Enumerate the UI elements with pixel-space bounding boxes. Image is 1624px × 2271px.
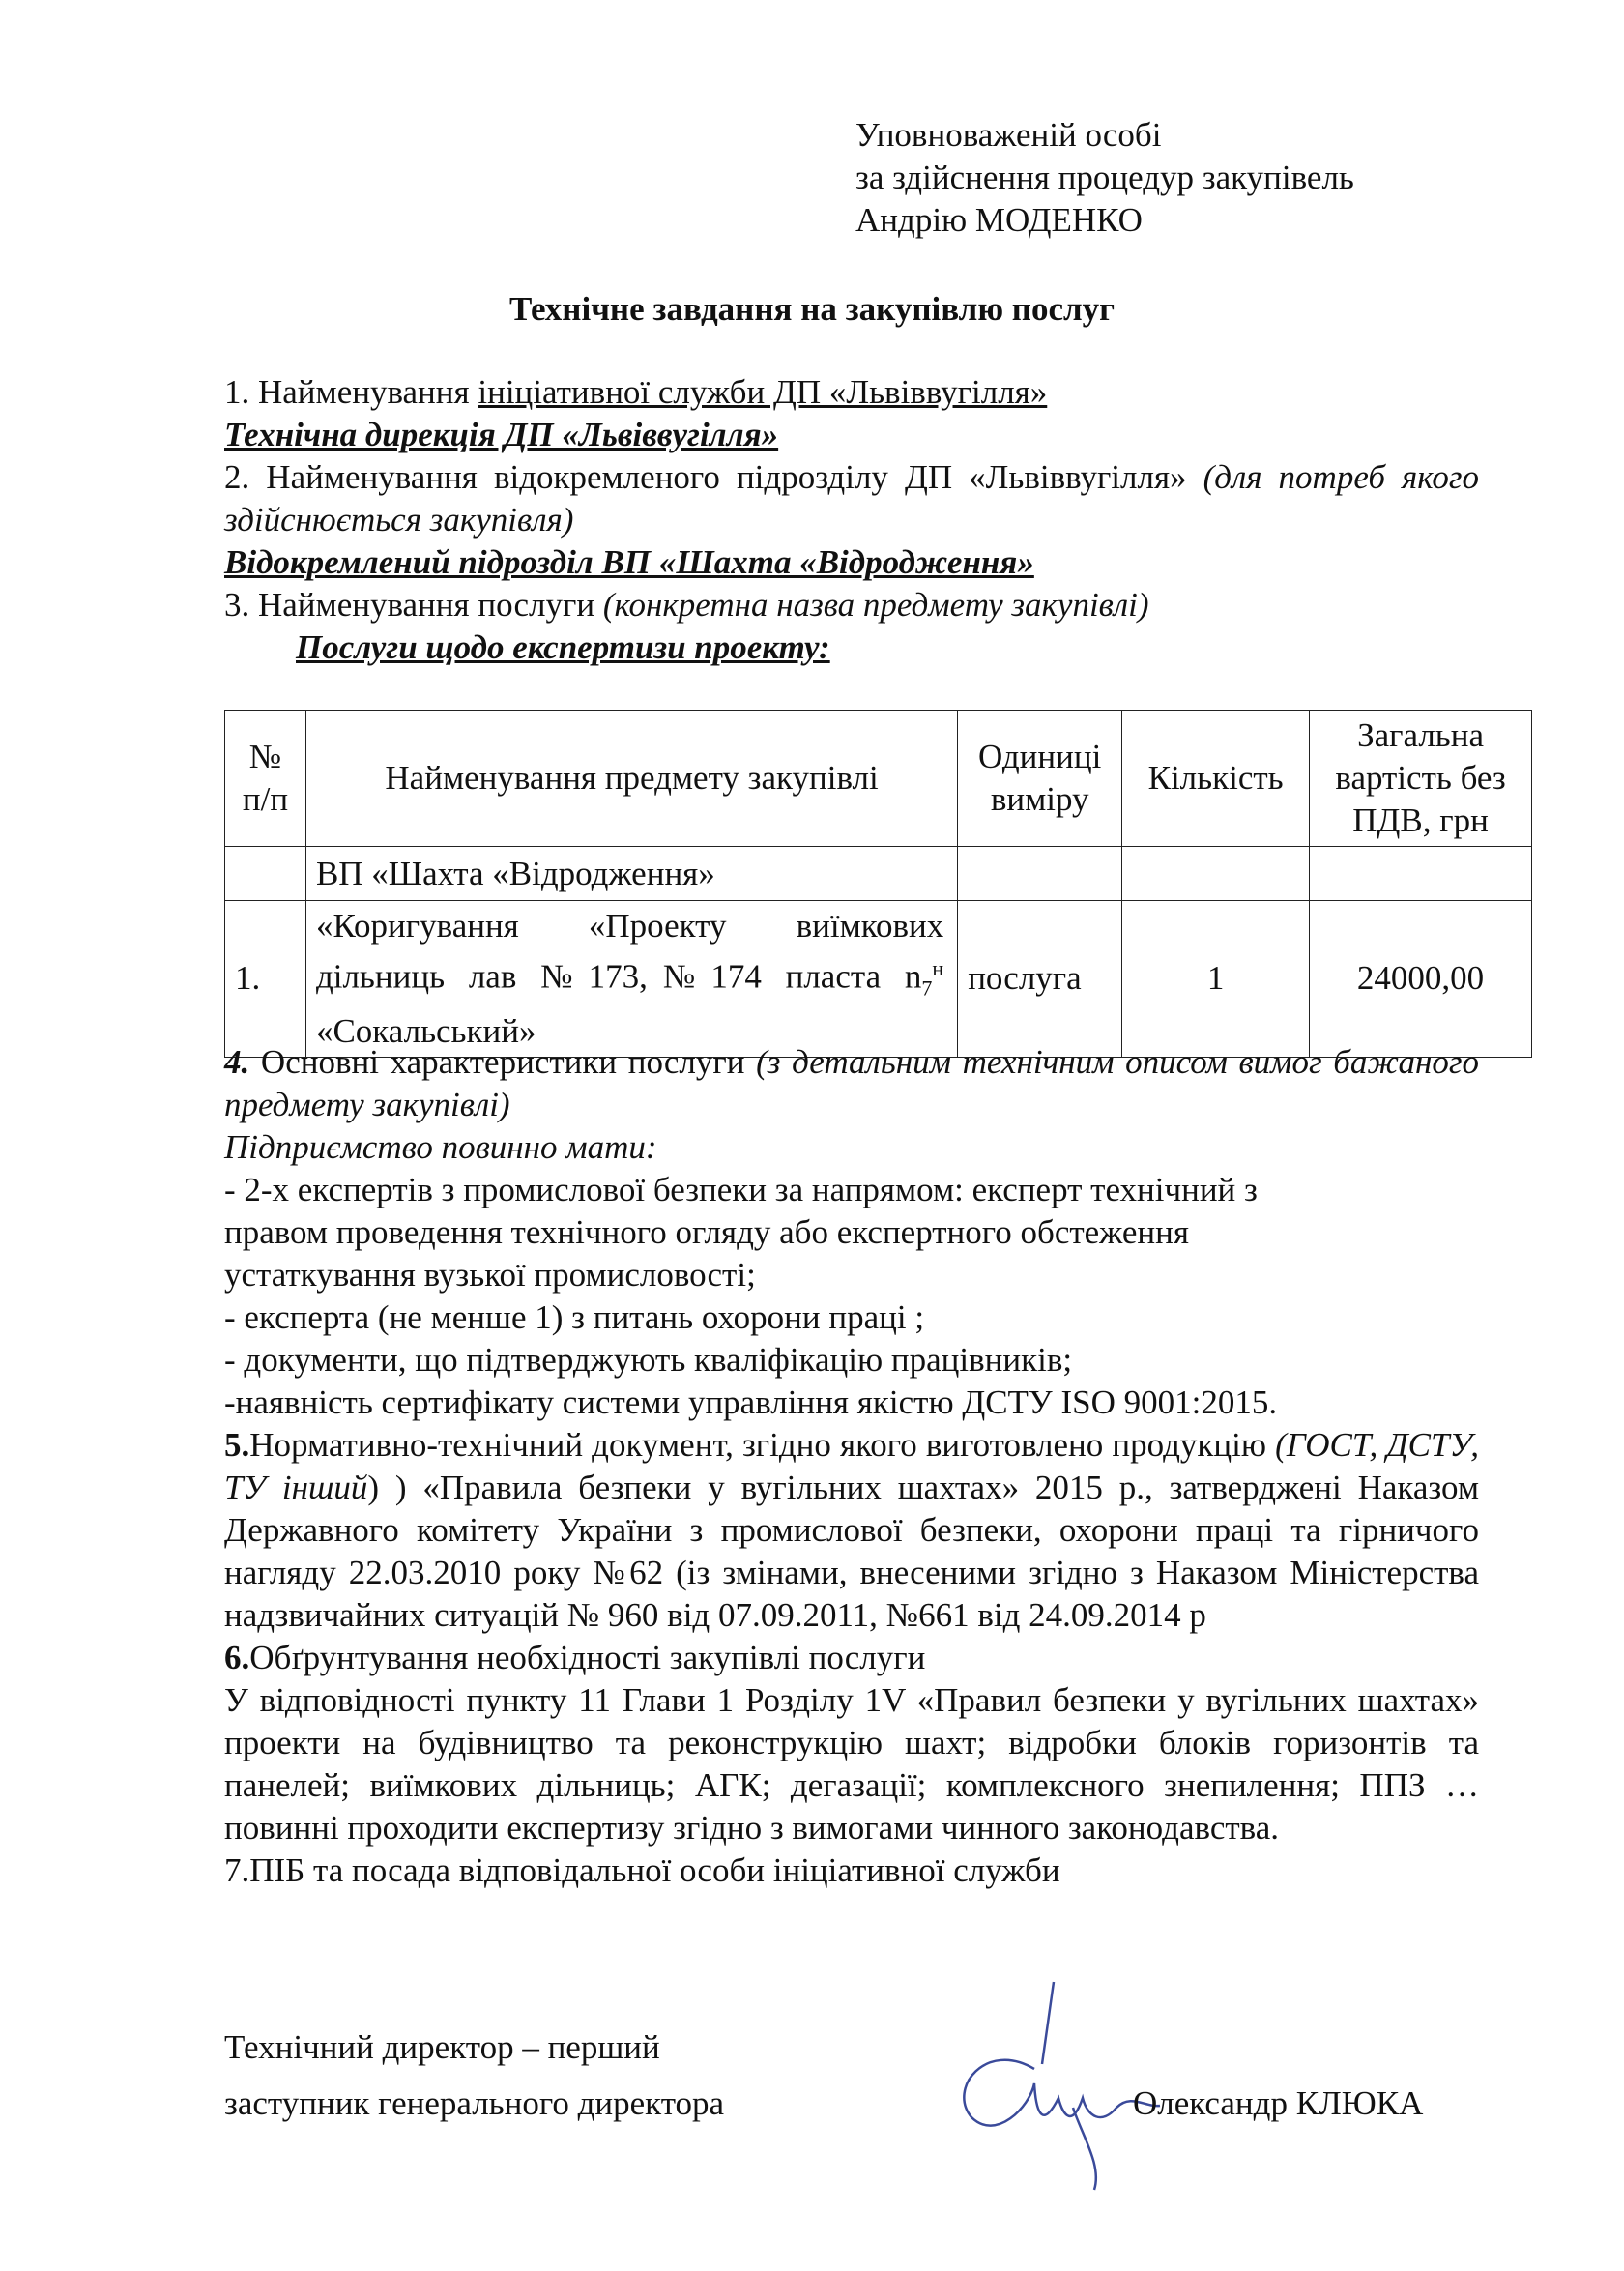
- row-number: 1.: [225, 901, 306, 1058]
- signatory-position-line-2: заступник генерального директора: [224, 2084, 725, 2122]
- addressee-line-2: за здійснення процедур закупівель: [856, 159, 1354, 196]
- section-4-item: - експерта (не менше 1) з питань охорони праці ;: [224, 1298, 925, 1336]
- section-1-prefix: 1. Найменування: [224, 373, 478, 411]
- section-4-label: Основні характеристики послуги: [249, 1043, 757, 1081]
- row-total: 24000,00: [1310, 901, 1532, 1058]
- section-4-intro: Підприємство повинно мати:: [224, 1128, 657, 1166]
- header-unit: Одиниці виміру: [958, 711, 1122, 847]
- header-total: Загальна вартість без ПДВ, грн: [1310, 711, 1532, 847]
- section-3-line: [224, 584, 1479, 626]
- section-6-number: 6.: [224, 1639, 250, 1676]
- section-7-heading: 7.ПІБ та посада відповідальної особи ініціативної служби: [224, 1851, 1060, 1889]
- section-6-heading: 6.Обґрунтування необхідності закупівлі послуги: [224, 1639, 926, 1676]
- section-3-value: Послуги щодо експертизи проекту:: [296, 628, 830, 666]
- section-2-value: Відокремлений підрозділ ВП «Шахта «Відродження»: [224, 543, 1034, 581]
- table-header-row: [225, 711, 1532, 847]
- procurement-table: [224, 710, 1532, 1058]
- signatory-position: [224, 2026, 724, 2125]
- section-3-note: (конкретна назва предмету закупівлі): [602, 586, 1149, 624]
- section-1-initiator: ініціативної служби ДП «Львіввугілля»: [478, 373, 1048, 411]
- section-4-item: -наявність сертифікату системи управління якістю ДСТУ ISO 9001:2015.: [224, 1383, 1278, 1421]
- section-2-note: (для потреб якого здійснюється закупівля): [224, 458, 1480, 539]
- section-2-label: 2. Найменування відокремленого підрозділу ДП «Львіввугілля»: [224, 458, 1204, 496]
- section-5-number: 5.: [224, 1426, 250, 1464]
- section-3-label: 3. Найменування послуги: [224, 586, 603, 624]
- section-1-line: [224, 371, 1479, 414]
- header-item-name: Найменування предмету закупівлі: [305, 711, 957, 847]
- addressee-line-3: Андрію МОДЕНКО: [856, 201, 1143, 239]
- signatory-name: Олександр КЛЮКА: [1133, 2084, 1424, 2122]
- section-4-heading: [224, 1041, 1479, 1126]
- row-unit: послуга: [958, 901, 1122, 1058]
- section-4-item: - документи, що підтверджують кваліфікацію працівників;: [224, 1341, 1073, 1379]
- row-item-name: «Коригування «Проекту виїмкових дільниць лав №173,№174 пласта $n_7^н$ «Сокальський»: [305, 901, 957, 1058]
- table-row: [225, 901, 1532, 1058]
- addressee-line-1: Уповноваженій особі: [856, 116, 1162, 154]
- signatory-position-line-1: Технічний директор – перший: [224, 2028, 660, 2066]
- header-quantity: Кількість: [1122, 711, 1310, 847]
- section-1-value: Технічна дирекція ДП «Львіввугілля»: [224, 416, 779, 453]
- section-4-number: 4.: [224, 1043, 250, 1081]
- sections-4-7: [224, 1041, 1479, 1892]
- document-title: Технічне завдання на закупівлю послуг: [508, 290, 1116, 328]
- addressee-block: [856, 114, 1354, 242]
- section-4-note: (з детальним технічним описом вимог бажаного предмету закупівлі): [224, 1043, 1480, 1123]
- table-group-row: [225, 847, 1532, 901]
- header-number: № п/п: [225, 711, 306, 847]
- section-5-paragraph: 5.Нормативно-технічний документ, згідно якого виготовлено продукцію (ГОСТ, ДСТУ, ТУ інший) ) «Правила безпеки у вугільних шахтах» 2015 р., затверджені Наказом Державного комітету України з промислової безпеки, охорони праці та гірничого нагляду 22.03.2010 року №62 (із змінами, внесеними згідно з Наказом Міністерства надзвичайних ситуацій № 960 від 07.09.2011, №661 від 24.09.2014 р: [224, 1426, 1480, 1634]
- section-5-note: (ГОСТ, ДСТУ, ТУ інший: [224, 1426, 1479, 1506]
- row-quantity: 1: [1122, 901, 1310, 1058]
- sections-1-3: [224, 371, 1479, 669]
- group-row-label: ВП «Шахта «Відродження»: [305, 847, 957, 901]
- section-4-item: - 2-х експертів з промислової безпеки за напрямом: експерт технічний з правом проведення технічного огляду або експертного обстеження устаткування вузької промисловості;: [224, 1171, 1258, 1294]
- section-2-line: [224, 456, 1479, 541]
- section-6-text: У відповідності пункту 11 Глави 1 Розділу 1V «Правил безпеки у вугільних шахтах» проекти на будівництво та реконструкцію шахт; відробки блоків горизонтів та панелей; виїмкових дільниць; АГК; дегазації; комплексного знепилення; ППЗ …повинні проходити експертизу згідно з вимогами чинного законодавства.: [224, 1681, 1479, 1847]
